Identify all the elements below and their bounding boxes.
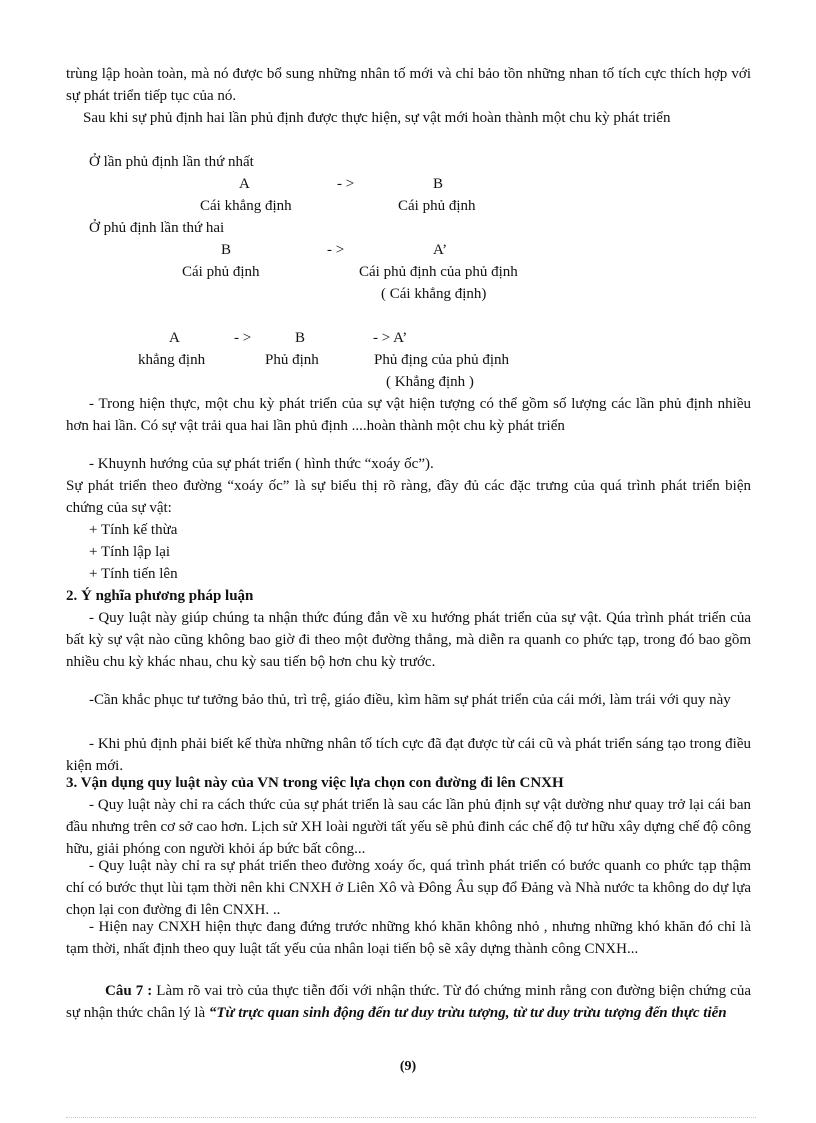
diagram2-label-b: Cái phủ định của phủ định [359, 264, 518, 280]
paragraph-cycle-intro: Sau khi sự phủ định hai lần phủ định được thực hiện, sự vật mới hoàn thành một chu kỳ phát triển [83, 110, 671, 126]
diagram2-note-b: ( Cái khẳng định) [381, 286, 487, 302]
diagram3-arrow-1: - > [234, 330, 252, 346]
diagram3-label-a: khẳng định [138, 352, 206, 368]
diagram2-term-a: B [221, 242, 232, 258]
diagram1-term-b: B [433, 176, 444, 192]
diagram3-note-c: ( Khẳng định ) [386, 374, 474, 390]
question-7 [66, 980, 751, 1024]
diagram1-term-a: A [239, 176, 250, 192]
page-number: (9) [399, 1059, 417, 1074]
diagram1-label-b: Cái phủ định [398, 198, 476, 214]
question-7-label: Câu 7 : [105, 983, 153, 999]
paragraph-application-2: - Quy luật này chỉ ra sự phát triển theo đường xoáy ốc, quá trình phát triển có bước quanh co phức tạp thậm chí có bước thụt lùi tạm thời nên khi CNXH ở Liên Xô và Đông Âu sụp đổ Đảng và Nhà nước ta không do dự lựa chọn lại con đường đi lên CNXH. .. [66, 858, 751, 918]
paragraph-methodology-1: - Quy luật này giúp chúng ta nhận thức đúng đắn về xu hướng phát triển của sự vật. Qúa trình phát triển của bất kỳ sự vật nào cũng không bao giờ đi theo một đường thẳng, mà diễn ra quanh co phức tạp, trong đó bao gồm nhiều chu kỳ khác nhau, chu kỳ sau tiến bộ hơn chu kỳ trước. [66, 610, 751, 670]
first-negation-label: Ở lần phủ định lần thứ nhất [89, 154, 254, 170]
question-7-text: Làm rõ vai trò của thực tiễn đối với nhận thức. Từ đó chứng minh rằng con đường biện chứng của sự nhận thức chân lý là [66, 983, 752, 1021]
paragraph-application-1: - Quy luật này chỉ ra cách thức của sự phát triển là sau các lần phủ định sự vật dường như quay trở lại cái ban đầu nhưng trên cơ sở cao hơn. Lịch sử XH loài người tất yếu sẽ phủ đinh các chế độ tư hữu xây dựng chế độ công hữu, giải phóng con người khỏi áp bức bất công... [66, 797, 751, 857]
section-heading-3: 3. Vận dụng quy luật này của VN trong việc lựa chọn con đường đi lên CNXH [66, 775, 564, 791]
diagram2-arrow: - > [327, 242, 345, 258]
paragraph-spiral: Sự phát triển theo đường “xoáy ốc” là sự biểu thị rõ ràng, đầy đủ các đặc trưng của quá trình phát triển biện chứng của sự vật: [66, 478, 751, 516]
diagram3-term-b: B [295, 330, 306, 346]
footer-divider [66, 1117, 756, 1118]
list-item-progress: + Tính tiến lên [89, 566, 178, 582]
paragraph-methodology-2: -Cần khắc phục tư tưởng bảo thủ, trì trệ, giáo điều, kìm hãm sự phát triển của cái mới, làm trái với quy này [89, 692, 731, 708]
diagram1-label-a: Cái khẳng định [200, 198, 292, 214]
second-negation-label: Ở phủ định lần thứ hai [89, 220, 225, 236]
diagram3-label-c: Phủ địng của phủ định [374, 352, 509, 368]
question-7-quote: “Từ trực quan sinh động đến tư duy trừu tượng, từ tư duy trừu tượng đến thực tiễn [208, 1005, 727, 1021]
section-heading-2: 2. Ý nghĩa phương pháp luận [66, 588, 254, 604]
paragraph-reality: - Trong hiện thực, một chu kỳ phát triển của sự vật hiện tượng có thể gồm số lượng các lần phủ định nhiều hơn hai lần. Có sự vật trải qua hai lần phủ định ....hoàn thành một chu kỳ phát triển [66, 396, 751, 434]
list-item-inheritance: + Tính kế thừa [89, 522, 178, 538]
paragraph-methodology-3: - Khi phủ định phải biết kế thừa những nhân tố tích cực đã đạt được từ cái cũ và phát triển sáng tạo trong điều kiện mới. [66, 736, 751, 774]
list-item-repetition: + Tính lập lại [89, 544, 171, 560]
diagram3-arrow-2: - > A’ [373, 330, 408, 346]
paragraph-continuation: trùng lập hoàn toàn, mà nó được bổ sung những nhân tố mới và chỉ bảo tồn những nhan tố tích cực thích hợp với sự phát triển tiếp tục của nó. [66, 66, 751, 104]
paragraph-application-3: - Hiện nay CNXH hiện thực đang đứng trước những khó khăn không nhỏ , nhưng những khó khăn đó chỉ là tạm thời, nhất định theo quy luật tất yếu của nhân loại tiến bộ sẽ xây dựng thành công CNXH... [66, 919, 751, 957]
diagram3-term-a: A [169, 330, 180, 346]
diagram2-label-a: Cái phủ định [182, 264, 260, 280]
diagram2-term-b: A’ [433, 242, 448, 258]
diagram3-label-b: Phủ định [265, 352, 319, 368]
paragraph-tendency: - Khuynh hướng của sự phát triển ( hình thức “xoáy ốc”). [89, 456, 434, 472]
diagram1-arrow: - > [337, 176, 355, 192]
